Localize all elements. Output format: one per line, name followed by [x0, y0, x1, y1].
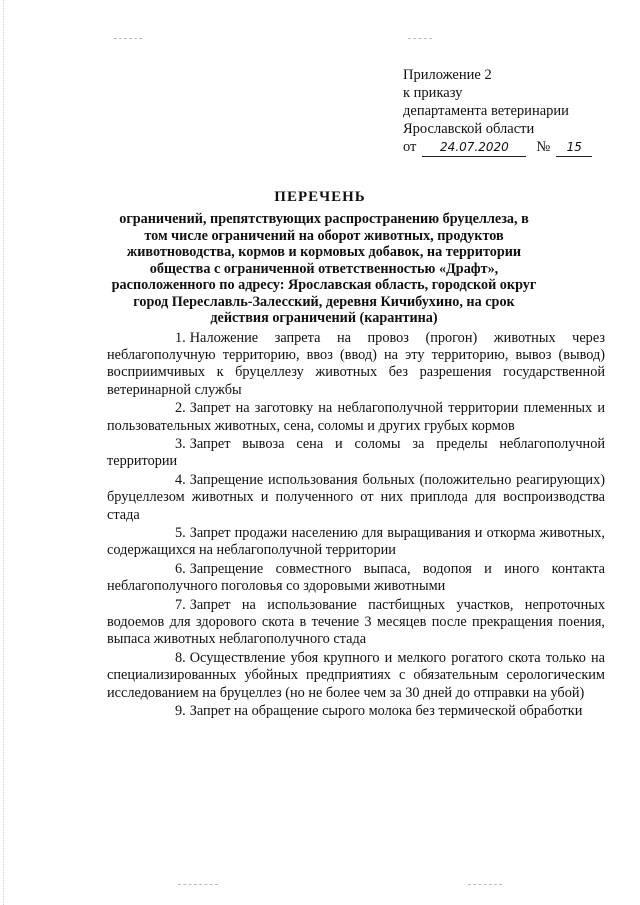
appendix-line: департамента ветеринарии — [403, 103, 569, 119]
item-text: Запрет на использование пастбищных участков, непроточных водоемов для здорового скота в течение 3 месяцев после прекращения поения, выпаса животных неблагополучного стада — [107, 597, 605, 648]
scan-mark — [178, 884, 218, 886]
item-number: 2. — [175, 400, 186, 417]
list-item — [107, 703, 605, 720]
scan-mark — [408, 38, 432, 40]
item-text: Запрещение совместного выпаса, водопоя и иного контакта неблагополучного поголовья со здоровыми животными — [107, 561, 605, 595]
item-text: Запрет продажи населению для выращивания и откорма животных, содержащихся на неблагополучной территории — [107, 525, 605, 559]
item-text: Запрет на заготовку на неблагополучной территории племенных и пользовательных животных, сена, соломы и других грубых кормов — [107, 400, 605, 434]
order-date: 24.07.2020 — [422, 138, 526, 157]
item-number: 4. — [175, 472, 186, 489]
item-number: 5. — [175, 525, 186, 542]
document-subtitle: ограничений, препятствующих распространению бруцеллеза, в том числе ограничений на оборот животных, продуктов животноводства, кормов и кормовых добавок, на территории общества с ограниченной ответственностью «Драфт», расположенного по адресу: Ярославская область, городской округ город Переславль-Залесский, деревня Кичибухино, на срок действия ограничений (карантина) — [111, 211, 537, 326]
scan-left-edge — [3, 0, 5, 905]
item-number: 6. — [175, 561, 186, 578]
list-item — [107, 436, 605, 470]
number-label: № — [536, 139, 551, 155]
item-text: Осуществление убоя крупного и мелкого рогатого скота только на специализированных убойных предприятиях с обязательным серологическим исследованием на бруцеллез (но не более чем за 30 дней до отправки на убой) — [107, 650, 605, 701]
list-item — [107, 472, 605, 524]
scan-mark — [468, 884, 502, 886]
order-number: 15 — [556, 138, 592, 157]
item-text: Запрещение использования больных (положительно реагирующих) бруцеллезом животных и полученного от них приплода для воспроизводства стада — [107, 472, 605, 523]
appendix-line: Ярославской области — [403, 121, 535, 137]
scan-mark — [114, 38, 142, 40]
restrictions-list — [107, 330, 605, 722]
date-prefix: от — [403, 139, 417, 155]
appendix-line: к приказу — [403, 85, 463, 101]
item-number: 7. — [175, 597, 186, 614]
list-item — [107, 525, 605, 559]
document-title: ПЕРЕЧЕНЬ — [274, 189, 366, 205]
item-text: Запрет на обращение сырого молока без термической обработки — [189, 703, 583, 720]
appendix-line: Приложение 2 — [403, 67, 492, 83]
item-number: 1. — [175, 330, 186, 346]
list-item — [107, 597, 605, 649]
list-item — [107, 400, 605, 434]
appendix-block — [403, 66, 633, 157]
item-number: 8. — [175, 650, 186, 667]
item-text: Наложение запрета на провоз (прогон) животных через неблагополучную территорию, ввоз (ввод) на эту территорию, вывоз (вывод) восприимчивых к бруцеллезу животных без разрешения государственной ветеринарной службы — [107, 330, 605, 398]
item-text: Запрет вывоза сена и соломы за пределы неблагополучной территории — [107, 436, 605, 470]
item-number: 3. — [175, 436, 186, 453]
list-item — [107, 561, 605, 595]
order-date-line — [403, 138, 633, 157]
list-item — [107, 330, 605, 399]
item-number: 9. — [175, 703, 186, 720]
list-item — [107, 650, 605, 702]
